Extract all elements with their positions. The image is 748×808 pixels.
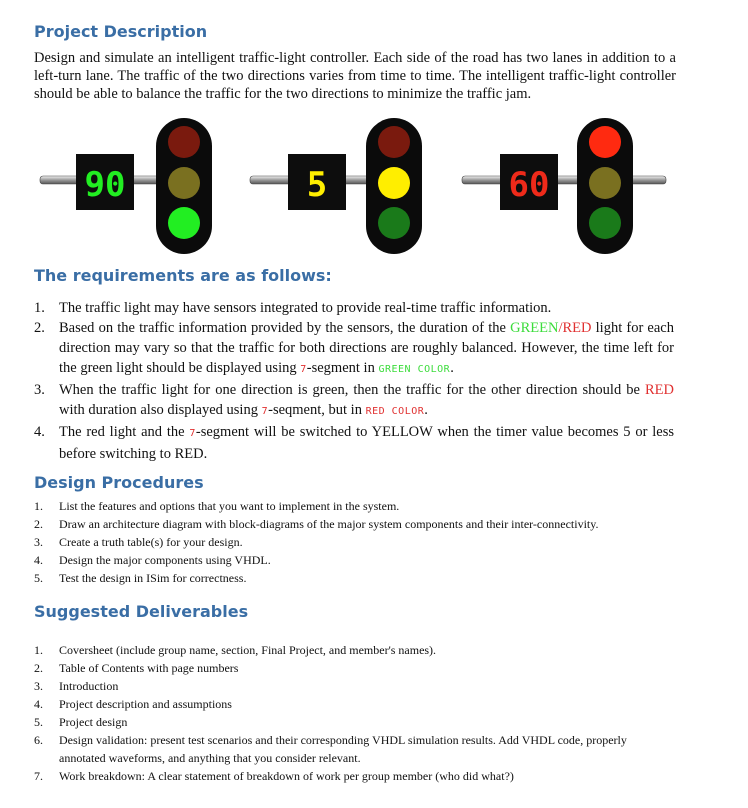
yellow-lamp xyxy=(589,167,621,199)
item-number: 6. xyxy=(34,733,43,747)
list-item xyxy=(34,533,694,551)
text-run: -seqment, but in xyxy=(268,402,366,418)
requirements-list xyxy=(34,298,674,464)
item-number: 7. xyxy=(34,769,43,783)
item-text: Project description and assumptions xyxy=(59,697,232,711)
text-run: -segment in xyxy=(306,360,379,376)
list-item xyxy=(34,380,674,422)
item-text xyxy=(59,318,674,380)
traffic-lights-illustration xyxy=(0,110,748,260)
item-text: Coversheet (include group name, section, Final Project, and member's names). xyxy=(59,643,437,657)
item-number: 2. xyxy=(34,517,43,531)
item-number: 5. xyxy=(34,715,43,729)
item-number: 4. xyxy=(34,697,43,711)
list-item xyxy=(34,569,694,587)
item-text xyxy=(59,298,674,318)
item-number: 3. xyxy=(34,679,43,693)
list-item xyxy=(34,298,674,318)
text-run: with duration also displayed using xyxy=(59,402,262,418)
seven-segment-glyph: 7 xyxy=(189,428,196,439)
red-lamp xyxy=(378,126,410,158)
list-item xyxy=(34,422,674,464)
section-heading-suggested-deliverables: Suggested Deliverables xyxy=(34,602,249,621)
text-run: The traffic light may have sensors integrated to provide real-time traffic information. xyxy=(59,300,552,316)
red-color-label: RED COLOR xyxy=(365,406,425,417)
item-text: Table of Contents with page numbers xyxy=(59,661,239,675)
traffic-light-unit-1 xyxy=(40,118,212,254)
list-item xyxy=(34,767,674,785)
list-item xyxy=(34,713,674,731)
item-number: 3. xyxy=(34,382,45,398)
text-run: . xyxy=(450,360,454,376)
list-item xyxy=(34,659,674,677)
countdown-digits: 90 xyxy=(84,165,126,205)
text-run: When the traffic light for one direction is green, then the traffic for the other direction should be xyxy=(59,382,645,398)
list-item xyxy=(34,677,674,695)
seven-segment-glyph: 7 xyxy=(300,364,307,375)
item-text: Draw an architecture diagram with block-diagrams of the major system components and their inter-connectivity. xyxy=(59,517,599,531)
item-text: Introduction xyxy=(59,679,119,693)
text-run: Based on the traffic information provided by the sensors, the duration of the xyxy=(59,320,511,336)
green-lamp xyxy=(168,207,200,239)
list-item xyxy=(34,515,694,533)
item-number: 2. xyxy=(34,661,43,675)
deliverables-list xyxy=(34,641,674,785)
pole xyxy=(462,176,666,184)
item-number: 4. xyxy=(34,553,43,567)
text-run: -segment will be switched to YELLOW when the timer value becomes 5 or less before switching to RED. xyxy=(59,424,674,462)
item-text: Project design xyxy=(59,715,128,729)
list-item xyxy=(34,497,694,515)
item-number: 4. xyxy=(34,424,45,440)
red-word: RED xyxy=(645,382,674,398)
item-number: 2. xyxy=(34,320,45,336)
item-number: 3. xyxy=(34,535,43,549)
red-lamp xyxy=(168,126,200,158)
intro-paragraph: Design and simulate an intelligent traffic-light controller. Each side of the road has two lanes in addition to a left-turn lane. The traffic of the two directions varies from time to time. The intelligent traffic-light controller should be able to balance the traffic for the two directions to minimize the traffic jam. xyxy=(34,50,676,102)
item-text: List the features and options that you want to implement in the system. xyxy=(59,499,400,513)
list-item xyxy=(34,318,674,380)
item-number: 1. xyxy=(34,499,43,513)
item-number: 1. xyxy=(34,643,43,657)
slash: / xyxy=(558,320,563,336)
text-run: light for each direction may vary so that the traffic for both directions are roughly balanced. However, the time left for the green light should be displayed using xyxy=(59,320,674,376)
list-item xyxy=(34,641,674,659)
traffic-light-unit-2 xyxy=(250,118,422,254)
item-text xyxy=(59,422,674,464)
procedures-list xyxy=(34,497,694,587)
item-text: Work breakdown: A clear statement of breakdown of work per group member (who did what?) xyxy=(59,769,514,783)
item-text: Design the major components using VHDL. xyxy=(59,553,271,567)
red-word: RED xyxy=(562,320,592,336)
countdown-digits: 5 xyxy=(306,165,328,205)
traffic-light-unit-3 xyxy=(462,118,666,254)
item-number: 1. xyxy=(34,300,45,316)
red-lamp xyxy=(589,126,621,158)
green-lamp xyxy=(378,207,410,239)
section-heading-project-description: Project Description xyxy=(34,22,208,41)
green-color-label: GREEN COLOR xyxy=(378,364,451,375)
section-heading-requirements: The requirements are as follows: xyxy=(34,266,332,285)
item-text: Design validation: present test scenarios and their corresponding VHDL simulation results. Add VHDL code, properly annotated waveforms, and anything that you consider relevant. xyxy=(59,733,627,765)
green-word: GREEN xyxy=(510,320,559,336)
yellow-lamp xyxy=(168,167,200,199)
text-run: The red light and the xyxy=(59,424,190,440)
item-number: 5. xyxy=(34,571,43,585)
countdown-digits: 60 xyxy=(508,165,550,205)
item-text: Create a truth table(s) for your design. xyxy=(59,535,243,549)
text-run: . xyxy=(424,402,428,418)
green-lamp xyxy=(589,207,621,239)
seven-segment-glyph: 7 xyxy=(261,406,269,417)
item-text xyxy=(59,380,674,422)
item-text: Test the design in ISim for correctness. xyxy=(59,571,247,585)
yellow-lamp xyxy=(378,167,410,199)
list-item xyxy=(34,695,674,713)
list-item xyxy=(34,731,674,767)
section-heading-design-procedures: Design Procedures xyxy=(34,473,204,492)
list-item xyxy=(34,551,694,569)
